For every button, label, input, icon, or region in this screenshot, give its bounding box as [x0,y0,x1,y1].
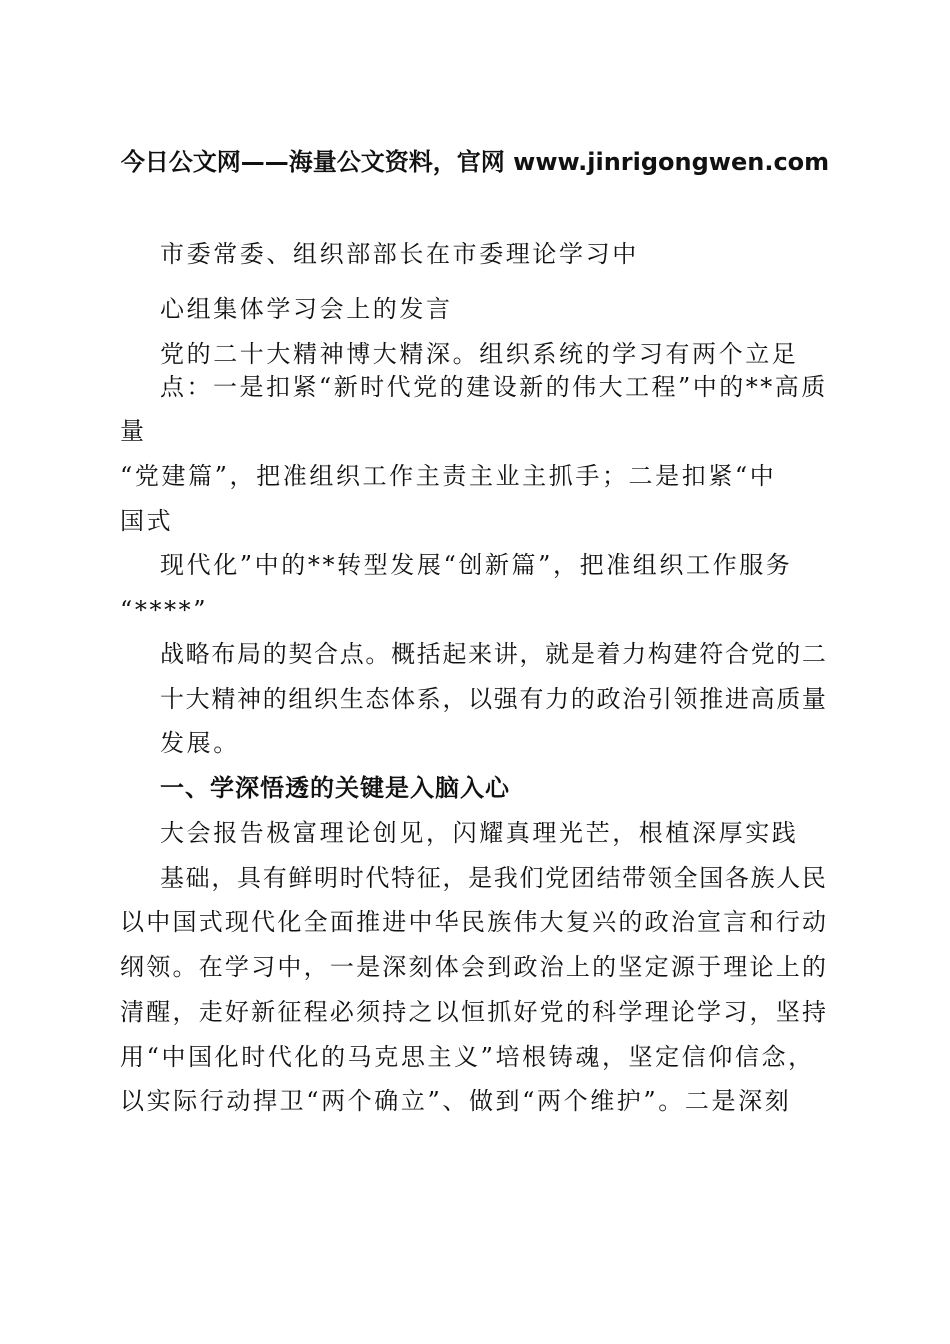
section-1-line-2: 基础，具有鲜明时代特征，是我们党团结带领全国各族人民 [160,864,828,892]
section-1-line-6: 用“中国化时代化的马克思主义”培根铸魂，坚定信仰信念， [120,1043,815,1071]
intro-line-5: 国式 [120,507,174,535]
title-line-2: 心组集体学习会上的发言 [160,295,453,323]
section-1-heading: 一、学深悟透的关键是入脑入心 [160,774,510,802]
section-1-line-4: 纲领。在学习中，一是深刻体会到政治上的坚定源于理论上的 [120,953,829,981]
intro-line-4: “党建篇”，把准组织工作主责主业主抓手；二是扣紧“中 [120,462,777,490]
site-header: 今日公文网——海量公文资料，官网 www.jinrigongwen.com [120,148,830,176]
intro-line-10: 发展。 [160,729,240,757]
intro-line-1: 党的二十大精神博大精深。组织系统的学习有两个立足 [160,340,799,368]
intro-line-9: 十大精神的组织生态体系，以强有力的政治引领推进高质量 [160,685,828,713]
intro-line-2: 点：一是扣紧“新时代党的建设新的伟大工程”中的**高质 [160,373,828,401]
intro-line-8: 战略布局的契合点。概括起来讲，就是着力构建符合党的二 [160,640,828,668]
intro-line-3: 量 [120,417,147,445]
intro-line-6: 现代化”中的**转型发展“创新篇”，把准组织工作服务 [160,551,793,579]
section-1-line-1: 大会报告极富理论创见，闪耀真理光芒，根植深厚实践 [160,819,799,847]
title-line-1: 市委常委、组织部部长在市委理论学习中 [160,240,639,268]
section-1-line-5: 清醒，走好新征程必须持之以恒抓好党的科学理论学习，坚持 [120,998,829,1026]
section-1-line-7: 以实际行动捍卫“两个确立”、做到“两个维护”。二是深刻 [120,1087,792,1115]
section-1-line-3: 以中国式现代化全面推进中华民族伟大复兴的政治宣言和行动 [120,908,829,936]
intro-line-7: “****” [120,596,209,624]
